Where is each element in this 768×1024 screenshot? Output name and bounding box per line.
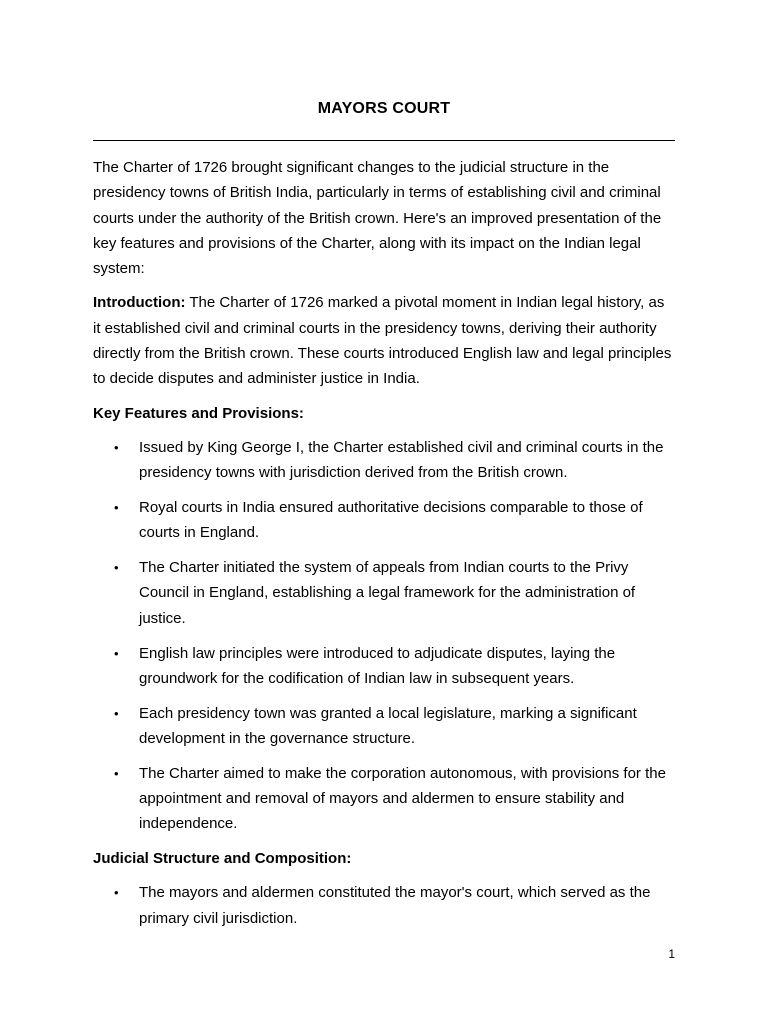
key-features-list [93, 435, 675, 837]
list-item [93, 641, 675, 692]
list-item [93, 555, 675, 631]
list-item [93, 701, 675, 752]
bullet-icon: • [114, 439, 119, 455]
list-item-text: English law principles were introduced to adjudicate disputes, laying the groundwork for the codification of Indian law in subsequent years. [139, 644, 616, 687]
list-item [93, 495, 675, 546]
list-item [93, 880, 675, 931]
key-features-heading: Key Features and Provisions: [93, 404, 304, 422]
bullet-icon: • [114, 885, 119, 901]
list-item-text: The Charter initiated the system of appeals from Indian courts to the Privy Council in England, establishing a legal framework for the administration of justice. [139, 559, 636, 627]
list-item-text: The mayors and aldermen constituted the mayor's court, which served as the primary civil jurisdiction. [139, 884, 651, 927]
bullet-icon: • [114, 500, 119, 516]
intro-paragraph: The Charter of 1726 brought significant changes to the judicial structure in the presidency towns of British India, particularly in terms of establishing civil and criminal courts under the authority of the British crown. Here's an improved presentation of the key features and provisions of the Charter, along with its impact on the Indian legal system: [93, 159, 662, 278]
list-item-text: The Charter aimed to make the corporation autonomous, with provisions for the appointment and removal of mayors and aldermen to ensure stability and independence. [139, 764, 666, 833]
introduction-paragraph [93, 290, 675, 391]
list-item [93, 435, 675, 486]
introduction-text: The Charter of 1726 marked a pivotal moment in Indian legal history, as it established civil and criminal courts in the presidency towns, deriving their authority directly from the British crown. These courts introduced English law and legal principles to decide disputes and administer justice in India. [93, 294, 672, 388]
introduction-label: Introduction: [93, 294, 186, 312]
document-body [93, 155, 675, 941]
list-item-text: Issued by King George I, the Charter established civil and criminal courts in the presidency towns with jurisdiction derived from the British crown. [139, 438, 664, 482]
bullet-icon: • [114, 645, 119, 661]
bullet-icon: • [114, 705, 119, 721]
judicial-structure-list [93, 880, 675, 931]
bullet-icon: • [114, 765, 119, 781]
list-item-text: Each presidency town was granted a local legislature, marking a significant development in the governance structure. [139, 704, 637, 747]
page-number: 1 [668, 947, 675, 961]
list-item [93, 761, 675, 837]
judicial-structure-heading: Judicial Structure and Composition: [93, 850, 352, 868]
list-item-text: Royal courts in India ensured authoritative decisions comparable to those of courts in England. [139, 499, 643, 542]
bullet-icon: • [114, 560, 119, 576]
title-divider [93, 140, 675, 141]
document-title: MAYORS COURT [317, 100, 451, 117]
